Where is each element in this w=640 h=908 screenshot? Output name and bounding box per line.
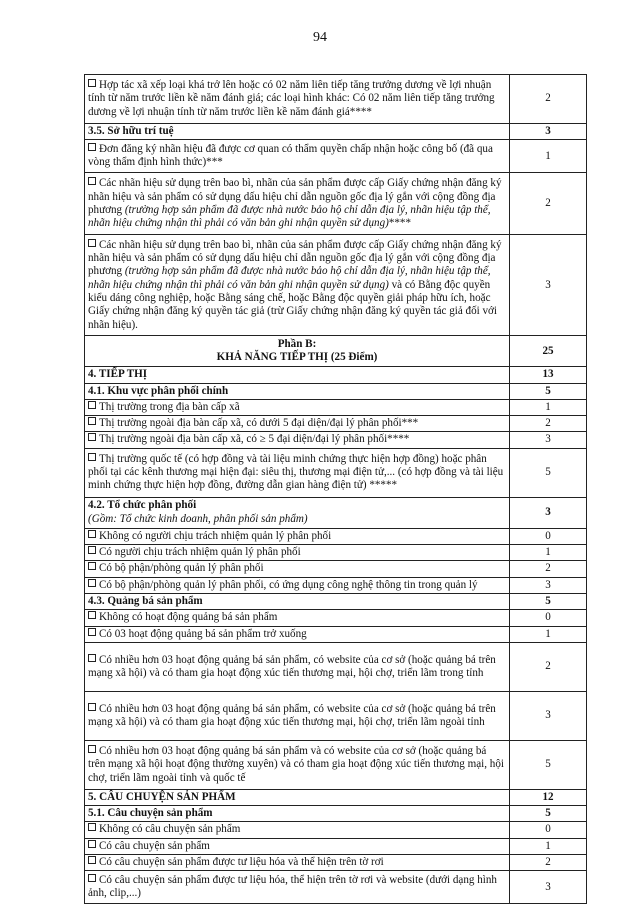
- score-cell: 3: [510, 235, 587, 336]
- score-cell: 2: [510, 561, 587, 577]
- criterion-text: [85, 838, 510, 854]
- criterion-segment: Có bộ phận/phòng quản lý phân phối: [99, 562, 264, 575]
- section-note: (Gồm: Tổ chức kinh doanh, phân phối sản phẩm): [88, 512, 308, 525]
- score-cell: 1: [510, 399, 587, 415]
- criterion-text: [85, 855, 510, 871]
- section-heading: 4. TIẾP THỊ: [85, 367, 510, 383]
- table-row: [85, 577, 587, 593]
- criterion-text: [85, 822, 510, 838]
- criterion-text: [85, 545, 510, 561]
- table-row: [85, 399, 587, 415]
- table-row: [85, 789, 587, 805]
- criterion-text: [85, 75, 510, 124]
- criterion-segment: Có 03 hoạt động quảng bá sản phẩm trở xuống: [99, 627, 307, 640]
- checkbox-icon: [88, 546, 96, 554]
- score-cell: 1: [510, 140, 587, 173]
- section-heading: 4.3. Quảng bá sản phẩm: [85, 593, 510, 609]
- score-cell: 0: [510, 528, 587, 544]
- section-heading: [85, 497, 510, 528]
- table-row: [85, 610, 587, 626]
- criterion-segment: Có câu chuyện sản phẩm được tư liệu hóa và thể hiện trên tờ rơi: [99, 856, 384, 869]
- criterion-segment: Thị trường ngoài địa bàn cấp xã, có dưới 5 đại diện/đại lý phân phối***: [99, 417, 419, 430]
- criterion-segment: Hợp tác xã xếp loại khá trở lên hoặc có 02 năm liên tiếp tăng trưởng dương về lợi nhuận tính từ năm trước liền kề năm đánh giá; các loại hình khác: Có 02 năm liên tiếp tăng trưởng dương về lợi nhuận tính từ năm trước liền kề năm đánh giá****: [88, 79, 495, 118]
- checkbox-icon: [88, 823, 96, 831]
- checkbox-icon: [88, 874, 96, 882]
- score-cell: 5: [510, 740, 587, 789]
- score-cell: 3: [510, 497, 587, 528]
- score-cell: 0: [510, 822, 587, 838]
- checkbox-icon: [88, 79, 96, 87]
- criterion-segment: Có người chịu trách nhiệm quản lý phân phối: [99, 546, 301, 559]
- score-cell: 3: [510, 871, 587, 904]
- checkbox-icon: [88, 453, 96, 461]
- part-title: KHẢ NĂNG TIẾP THỊ (25 Điểm): [216, 351, 378, 364]
- criterion-text: [85, 561, 510, 577]
- score-cell: 3: [510, 432, 587, 448]
- part-label: Phần B:: [277, 338, 317, 350]
- criterion-segment: Thị trường quốc tế (có hợp đồng và tài liệu minh chứng thực hiện hợp đồng) hoặc phân phối tại các kênh thương mại hiện đại: siêu thị, thương mại điện tử,... (có hợp đồng và tài liệu minh chứng thực hiện hợp đồng, đường dẫn gian hàng điện tử) *****: [88, 452, 504, 492]
- score-cell: 1: [510, 545, 587, 561]
- table-row: [85, 822, 587, 838]
- checkbox-icon: [88, 579, 96, 587]
- section-heading: 5.1. Câu chuyện sản phẩm: [85, 806, 510, 822]
- section-heading: 4.1. Khu vực phân phối chính: [85, 383, 510, 399]
- checkbox-icon: [88, 239, 96, 247]
- page-number: 94: [313, 30, 327, 45]
- criterion-text: [85, 399, 510, 415]
- score-cell: 25: [510, 336, 587, 367]
- checkbox-icon: [88, 840, 96, 848]
- checkbox-icon: [88, 703, 96, 711]
- score-cell: 3: [510, 577, 587, 593]
- table-row: [85, 416, 587, 432]
- score-cell: 0: [510, 610, 587, 626]
- criterion-segment: Đơn đăng ký nhãn hiệu đã được cơ quan có thẩm quyền chấp nhận hoặc công bố (đã qua vòng thẩm định hình thức)***: [88, 143, 493, 169]
- criterion-segment: Thị trường ngoài địa bàn cấp xã, có ≥ 5 đại diện/đại lý phân phối****: [99, 433, 410, 446]
- criterion-segment: Có nhiều hơn 03 hoạt động quảng bá sản phẩm, có website của cơ sở (hoặc quảng bá trên mạng xã hội) và có tham gia hoạt động xúc tiến thương mại, hội chợ, triển lãm ngoài tỉnh: [88, 702, 496, 728]
- criterion-text: [85, 173, 510, 235]
- table-row: [85, 367, 587, 383]
- table-row: [85, 561, 587, 577]
- section-heading: 3.5. Sở hữu trí tuệ: [85, 124, 510, 140]
- criterion-text: [85, 528, 510, 544]
- criterion-text: [85, 140, 510, 173]
- table-row: [85, 855, 587, 871]
- criterion-text: [85, 235, 510, 336]
- criterion-segment: Các nhãn hiệu sử dụng trên bao bì, nhãn của sản phẩm được cấp Giấy chứng nhận đăng ký nhãn hiệu và sản phẩm có sử dụng dấu hiệu chỉ dẫn nguồn gốc địa lý gắn với cộng đồng địa phương: [88, 238, 502, 278]
- score-cell: 3: [510, 124, 587, 140]
- score-cell: 2: [510, 416, 587, 432]
- criterion-text: [85, 691, 510, 740]
- score-cell: 5: [510, 593, 587, 609]
- checkbox-icon: [88, 177, 96, 185]
- criterion-text: [85, 642, 510, 691]
- score-cell: 5: [510, 383, 587, 399]
- score-cell: 13: [510, 367, 587, 383]
- checkbox-icon: [88, 611, 96, 619]
- table-row: [85, 593, 587, 609]
- criterion-segment: Không có câu chuyện sản phẩm: [99, 823, 241, 836]
- criterion-segment: và có Bằng độc quyền kiểu dáng công nghiệp, hoặc Bằng sáng chế, hoặc Bằng độc quyền giải pháp hữu ích, hoặc Giấy chứng nhận đăng ký quyền tác giả (trừ Giấy chứng nhận đăng ký quyền tác giả đối với nhãn hiệu).: [88, 278, 497, 331]
- checkbox-icon: [88, 654, 96, 662]
- checkbox-icon: [88, 417, 96, 425]
- criterion-segment: (trường hợp sản phẩm đã được nhà nước bảo hộ chỉ dẫn địa lý, nhãn hiệu tập thể, nhãn hiệu chứng nhận thì phải có văn bản ghi nhận quyền sử dụng): [88, 203, 491, 230]
- criterion-text: [85, 871, 510, 904]
- score-cell: 1: [510, 626, 587, 642]
- criterion-text: [85, 740, 510, 789]
- criterion-segment: Các nhãn hiệu sử dụng trên bao bì, nhãn của sản phẩm được cấp Giấy chứng nhận đăng ký nhãn hiệu và sản phẩm có sử dụng dấu hiệu chỉ dẫn nguồn gốc địa lý gắn với cộng đồng địa phương: [88, 177, 502, 216]
- part-heading: [85, 336, 510, 367]
- criterion-segment: Có câu chuyện sản phẩm: [99, 839, 210, 852]
- criterion-segment: ****: [388, 217, 411, 230]
- table-row: [85, 626, 587, 642]
- criterion-text: [85, 448, 510, 497]
- table-row: [85, 173, 587, 235]
- criterion-text: [85, 577, 510, 593]
- checkbox-icon: [88, 745, 96, 753]
- table-row: [85, 124, 587, 140]
- table-row: [85, 336, 587, 367]
- table-row: [85, 545, 587, 561]
- score-cell: 2: [510, 75, 587, 124]
- table-row: [85, 448, 587, 497]
- table-row: [85, 691, 587, 740]
- table-row: [85, 871, 587, 904]
- table-row: [85, 140, 587, 173]
- criteria-table: [84, 74, 587, 904]
- section-title: 4.2. Tổ chức phân phối: [88, 499, 197, 512]
- checkbox-icon: [88, 433, 96, 441]
- criterion-segment: (trường hợp sản phẩm đã được nhà nước bảo hộ chỉ dẫn địa lý, nhãn hiệu tập thể, nhãn hiệu chứng nhận thì phải có văn bản ghi nhận quyền sử dụng): [88, 265, 491, 291]
- score-cell: 2: [510, 173, 587, 235]
- table-row: [85, 838, 587, 854]
- criterion-segment: Không có người chịu trách nhiệm quản lý phân phối: [99, 529, 332, 542]
- table-row: [85, 432, 587, 448]
- checkbox-icon: [88, 562, 96, 570]
- score-cell: 12: [510, 789, 587, 805]
- criterion-segment: Có bộ phận/phòng quản lý phân phối, có ứng dụng công nghệ thông tin trong quản lý: [99, 578, 478, 591]
- checkbox-icon: [88, 628, 96, 636]
- table-row: [85, 642, 587, 691]
- criterion-segment: Thị trường trong địa bàn cấp xã: [99, 400, 240, 413]
- criterion-segment: Có nhiều hơn 03 hoạt động quảng bá sản phẩm và có website của cơ sở (hoặc quảng bá trên mạng xã hội hoạt động thường xuyên) và có tham gia hoạt động xúc tiến thương mại, hội chợ, triển lãm ngoài tỉnh và quốc tế: [88, 744, 504, 784]
- table-row: [85, 740, 587, 789]
- score-cell: 2: [510, 855, 587, 871]
- table-row: [85, 75, 587, 124]
- table-row: [85, 528, 587, 544]
- section-heading: 5. CÂU CHUYỆN SẢN PHẨM: [85, 789, 510, 805]
- criterion-text: [85, 416, 510, 432]
- checkbox-icon: [88, 856, 96, 864]
- criterion-segment: Có nhiều hơn 03 hoạt động quảng bá sản phẩm, có website của cơ sở (hoặc quảng bá trên mạng xã hội) và có tham gia hoạt động xúc tiến thương mại, hội chợ, triển lãm trong tỉnh: [88, 653, 496, 679]
- criterion-segment: Có câu chuyện sản phẩm được tư liệu hóa, thể hiện trên tờ rơi và website (dưới dạng hình ảnh, clip,...): [88, 874, 497, 900]
- checkbox-icon: [88, 143, 96, 151]
- table-row: [85, 235, 587, 336]
- table-row: [85, 806, 587, 822]
- checkbox-icon: [88, 401, 96, 409]
- criterion-text: [85, 610, 510, 626]
- criterion-text: [85, 432, 510, 448]
- score-cell: 5: [510, 448, 587, 497]
- score-cell: 3: [510, 691, 587, 740]
- score-cell: 5: [510, 806, 587, 822]
- score-cell: 2: [510, 642, 587, 691]
- table-row: [85, 383, 587, 399]
- criterion-segment: Không có hoạt động quảng bá sản phẩm: [99, 611, 278, 624]
- checkbox-icon: [88, 530, 96, 538]
- table-row: [85, 497, 587, 528]
- score-cell: 1: [510, 838, 587, 854]
- criterion-text: [85, 626, 510, 642]
